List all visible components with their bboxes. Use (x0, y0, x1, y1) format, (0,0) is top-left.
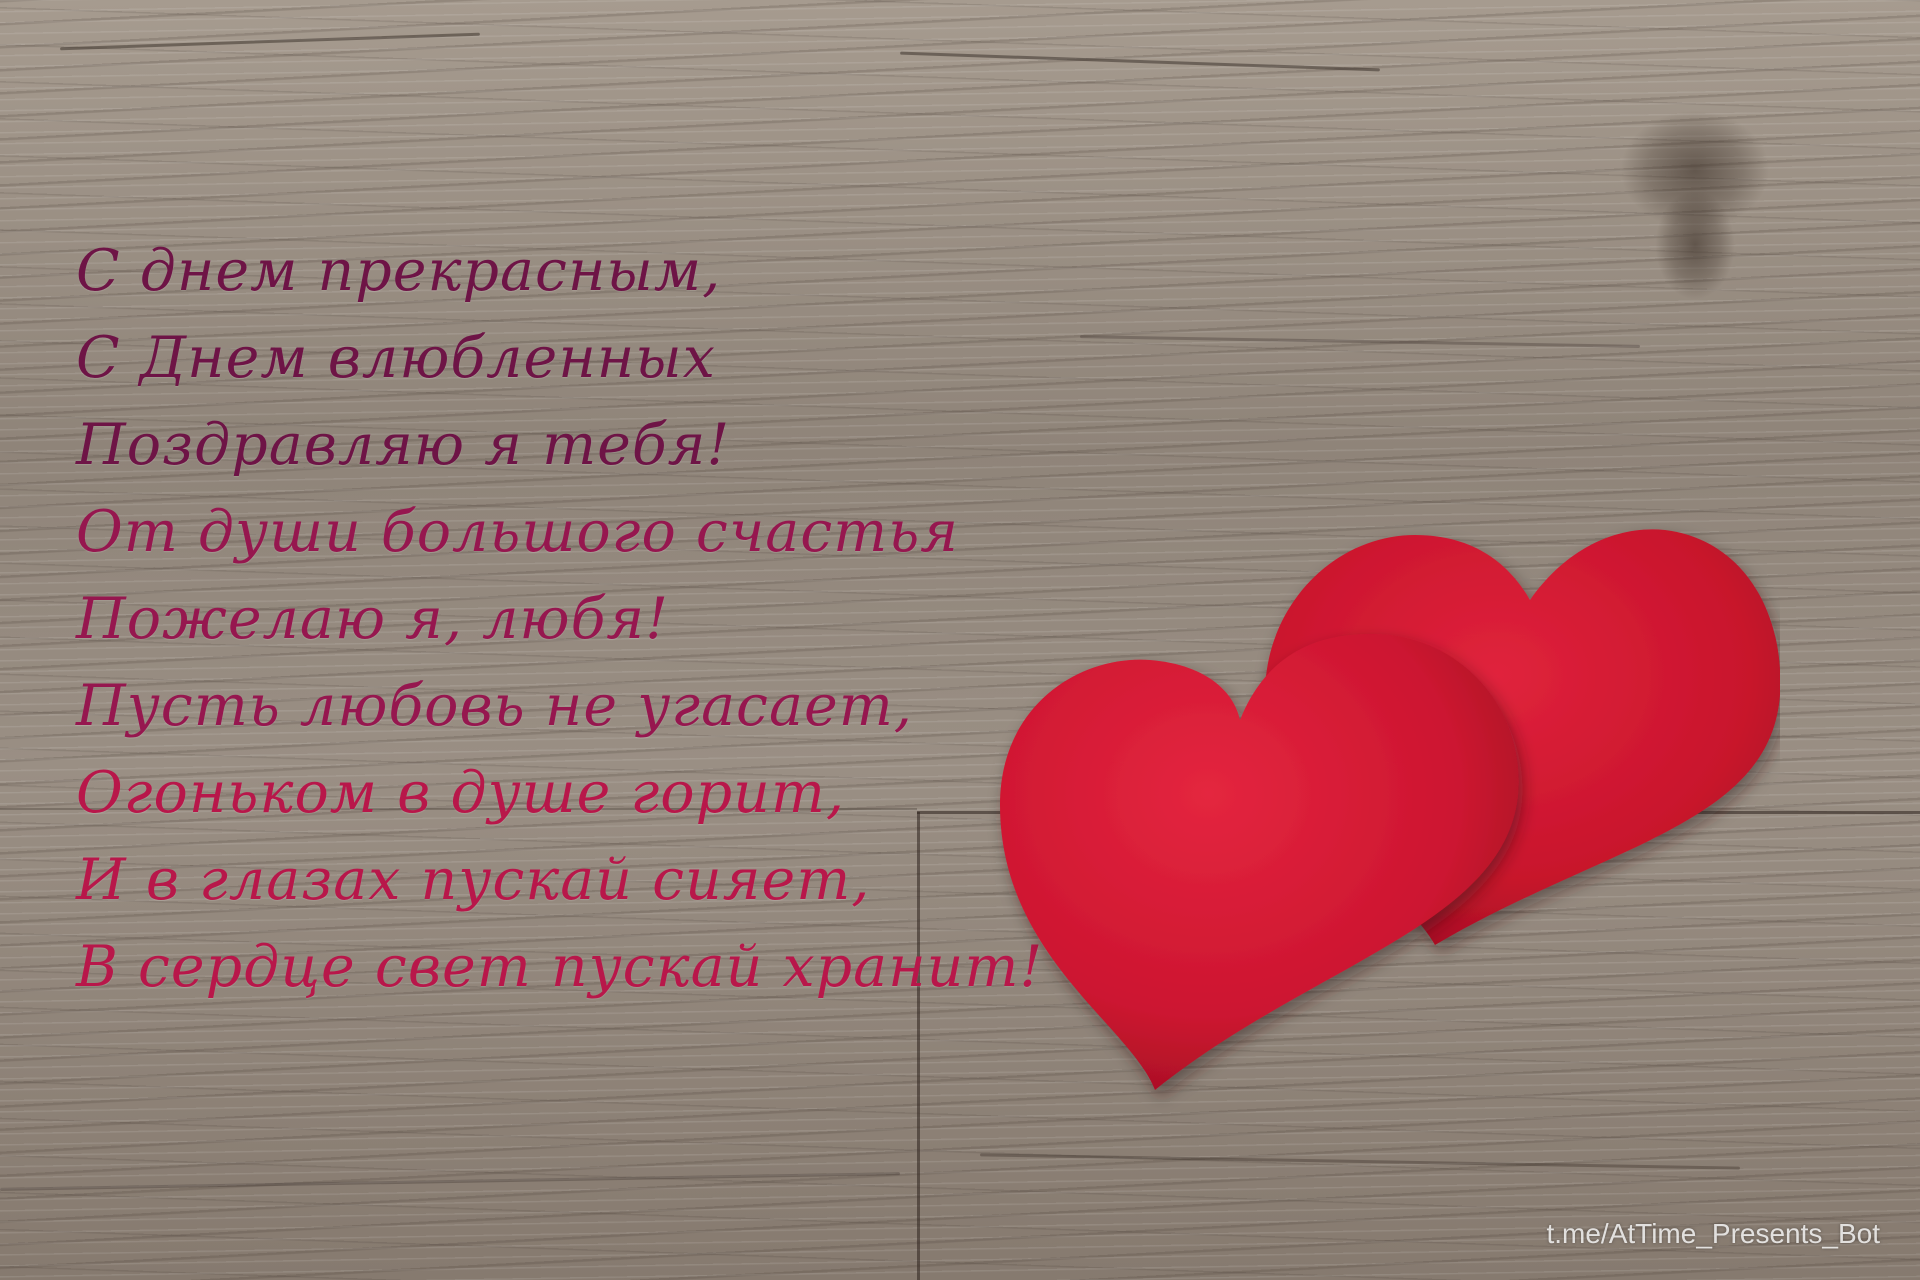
watermark: t.me/AtTime_Presents_Bot (1546, 1218, 1880, 1249)
poem-line: С Днем влюбленных (76, 325, 716, 391)
poem (76, 228, 1056, 1011)
poem-line: И в глазах пускай сияет, (76, 847, 871, 913)
poem-line: Поздравляю я тебя! (76, 412, 731, 478)
wood-crack (60, 33, 480, 51)
wood-crack (980, 1153, 1740, 1169)
poem-line: В сердце свет пускай хранит! (76, 934, 1044, 1000)
poem-line: Пусть любовь не угасает, (76, 673, 913, 739)
poem-line: С днем прекрасным, (76, 238, 722, 304)
wood-crack (900, 52, 1380, 72)
poem-line: От души большого счастья (76, 499, 960, 565)
felt-heart-icon (1000, 634, 1519, 1090)
poem-line: Пожелаю я, любя! (76, 586, 670, 652)
wood-crack (0, 1172, 900, 1191)
hearts (980, 505, 1780, 1125)
poem-line: Огоньком в душе горит, (76, 760, 845, 826)
wood-knot (1655, 190, 1735, 300)
wood-crack (1080, 335, 1640, 348)
